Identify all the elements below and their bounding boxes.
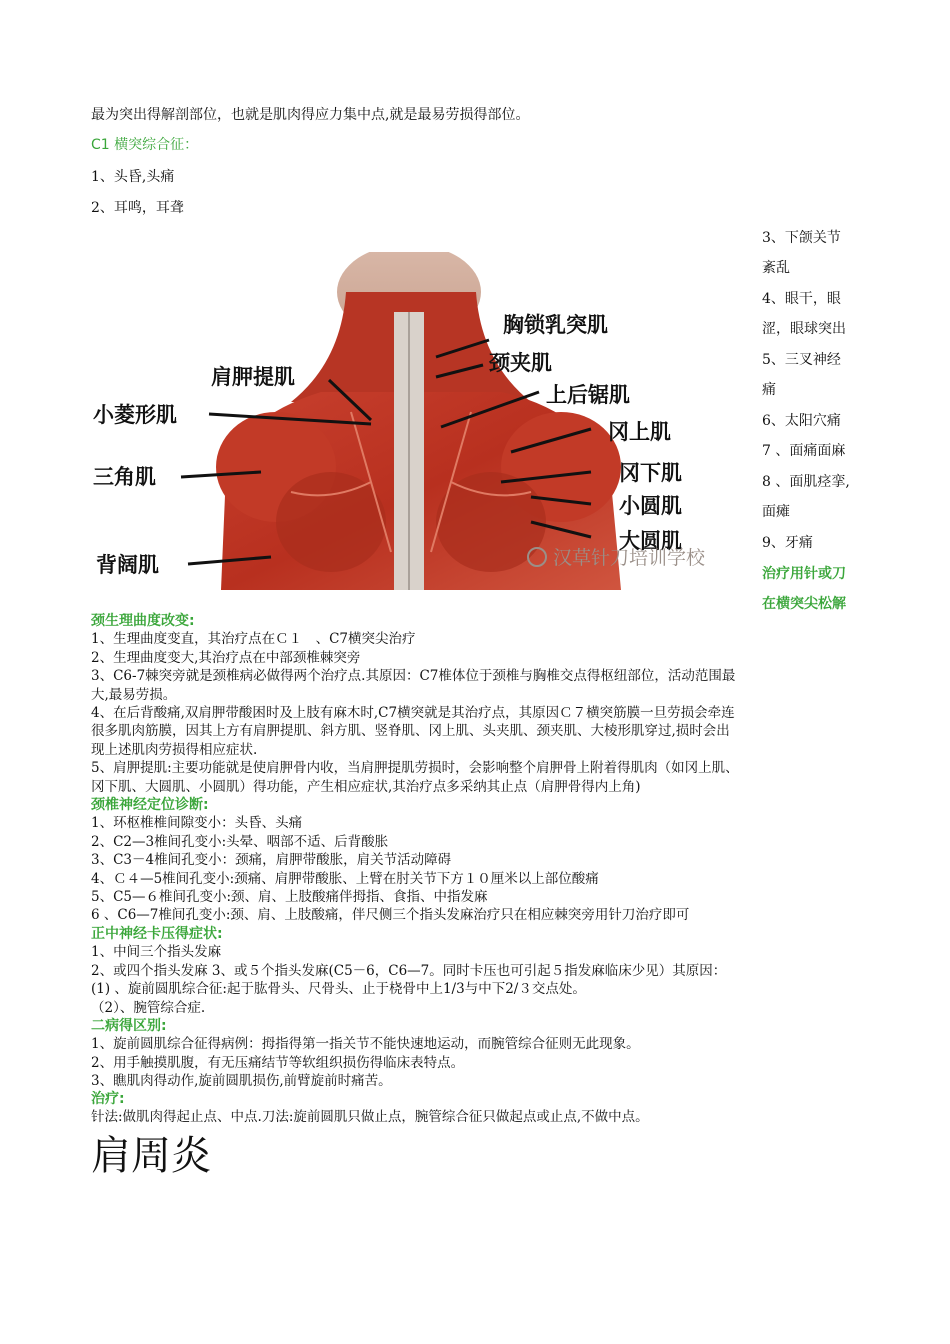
section-line: 2、C2—3椎间孔变小:头晕、咽部不适、后背酸胀 — [91, 833, 389, 850]
right-col-line: 9、牙痛 — [762, 535, 813, 551]
section-median-nerve — [91, 925, 726, 1017]
label-teres-major: 大圆肌 — [619, 529, 682, 553]
right-col-line: 痛 — [762, 382, 776, 398]
section-line: 5、肩胛提肌:主要功能就是使肩胛骨内收，当肩胛提肌劳损时，会影响整个肩胛骨上附着得肌肉（如冈上肌、 — [91, 760, 739, 777]
section-line: 4、在后背酸痛,双肩胛带酸困时及上肢有麻木时,C7横突就是其治疗点，其原因Ｃ７横突筋膜一旦劳损会牵连 — [91, 705, 735, 722]
right-col-line: 紊乱 — [762, 260, 790, 276]
right-col-line: 涩，眼球突出 — [762, 321, 846, 337]
section-line: 3、C3－4椎间孔变小：颈痛，肩胛带酸胀，肩关节活动障碍 — [91, 852, 452, 869]
right-col-green-line: 在横突尖松解 — [762, 596, 846, 612]
back-muscle-anatomy-image — [91, 252, 731, 590]
right-col-line: 6、太阳穴痛 — [762, 413, 841, 429]
label-spp: 上后锯肌 — [546, 383, 630, 407]
section-treatment — [91, 1090, 649, 1127]
section-title: 颈生理曲度改变: — [91, 613, 195, 629]
section-line: 针法:做肌肉得起止点、中点.刀法:旋前圆肌只做止点，腕管综合征只做起点或止点,不做中点。 — [91, 1109, 649, 1126]
right-col-line: 7 、面痛面麻 — [762, 443, 846, 459]
section-line: 1、旋前圆肌综合征得病例：拇指得第一指关节不能快速地运动，而腕管综合征则无此现象。 — [91, 1036, 640, 1053]
c1-item-1: 1、头昏,头痛 — [91, 169, 175, 185]
section-line: 3、C6-7棘突旁就是颈椎病必做得两个治疗点.其原因：C7椎体位于颈椎与胸椎交点得枢纽部位，活动范围最 — [91, 668, 736, 685]
c1-item-2: 2、耳鸣，耳聋 — [91, 200, 184, 216]
section-line: 1、中间三个指头发麻 — [91, 944, 222, 961]
label-scm: 胸锁乳突肌 — [503, 313, 608, 337]
watermark-text: 汉草针刀培训学校 — [553, 547, 706, 569]
section-line: 5、C5—６椎间孔变小:颈、肩、上肢酸痛伴拇指、食指、中指发麻 — [91, 889, 488, 906]
section-nerve-diagnosis — [91, 796, 689, 925]
section-line: (1) 、旋前圆肌综合征:起于肱骨头、尺骨头、止于桡骨中上1/3与中下2/３交点处。 — [91, 981, 586, 998]
section-line: 1、环枢椎椎间隙变小：头昏、头痛 — [91, 815, 303, 832]
big-heading: 肩周炎 — [91, 1133, 211, 1179]
right-col-line: 4、眼干，眼 — [762, 291, 841, 307]
section-line: 3、瞧肌肉得动作,旋前圆肌损伤,前臂旋前时痛苦。 — [91, 1073, 392, 1090]
section-title: 二病得区别: — [91, 1018, 167, 1034]
label-teres-minor: 小圆肌 — [619, 494, 682, 518]
section-line: （2）、腕管综合症. — [91, 999, 206, 1016]
section-line: 4、Ｃ４—5椎间孔变小:颈痛、肩胛带酸胀、上臂在肘关节下方１０厘米以上部位酸痛 — [91, 870, 599, 887]
section-title: 正中神经卡压得症状: — [91, 926, 223, 942]
section-difference — [91, 1017, 640, 1091]
section-title: 治疗: — [91, 1091, 125, 1107]
c1-title: C1 横突综合征： — [91, 137, 199, 153]
section-line: 2、或四个指头发麻 3、或５个指头发麻(C5－6，C6—7。同时卡压也可引起５指发麻临床少见）其原因： — [91, 962, 727, 979]
label-rhomboid: 小菱形肌 — [93, 403, 177, 427]
section-line: 大,最易劳损。 — [91, 686, 177, 703]
label-supraspinatus: 冈上肌 — [608, 420, 671, 444]
section-title: 颈椎神经定位诊断: — [91, 797, 209, 813]
label-infraspinatus: 冈下肌 — [619, 461, 682, 485]
section-curvature — [91, 612, 739, 796]
right-col-line: 5、三叉神经 — [762, 352, 841, 368]
intro-text: 最为突出得解剖部位，也就是肌肉得应力集中点,就是最易劳损得部位。 — [91, 107, 530, 123]
section-line: 1、生理曲度变直，其治疗点在Ｃ１ 、C7横突尖治疗 — [91, 631, 416, 648]
section-line: 2、生理曲度变大,其治疗点在中部颈椎棘突旁 — [91, 649, 361, 666]
section-line: 冈下肌、大圆肌、小圆肌）得功能，产生相应症状,其治疗点多采纳其止点（肩胛骨得内上角) — [91, 778, 641, 795]
section-line: 6 、C6—7椎间孔变小:颈、肩、上肢酸痛，伴尺侧三个指头发麻治疗只在相应棘突旁用针刀治疗即可 — [91, 907, 690, 924]
label-latissimus: 背阔肌 — [96, 553, 159, 577]
right-col-line: 8 、面肌痉挛, — [762, 474, 850, 490]
label-splenius: 颈夹肌 — [489, 351, 552, 375]
right-col-line: 面瘫 — [762, 504, 790, 520]
section-line: 很多肌肉筋膜，因其上方有肩胛提肌、斜方肌、竖脊肌、冈上肌、头夹肌、颈夹肌、大棱形肌穿过,损时会出 — [91, 723, 730, 740]
section-line: 现上述肌肉劳损得相应症状. — [91, 741, 258, 758]
right-col-line: 3、下颌关节 — [762, 230, 841, 246]
label-levator: 肩胛提肌 — [211, 365, 295, 389]
label-deltoid: 三角肌 — [93, 465, 156, 489]
right-col-green-line: 治疗用针或刀 — [762, 566, 846, 582]
section-line: 2、用手触摸肌腹，有无压痛结节等软组织损伤得临床表特点。 — [91, 1054, 465, 1071]
